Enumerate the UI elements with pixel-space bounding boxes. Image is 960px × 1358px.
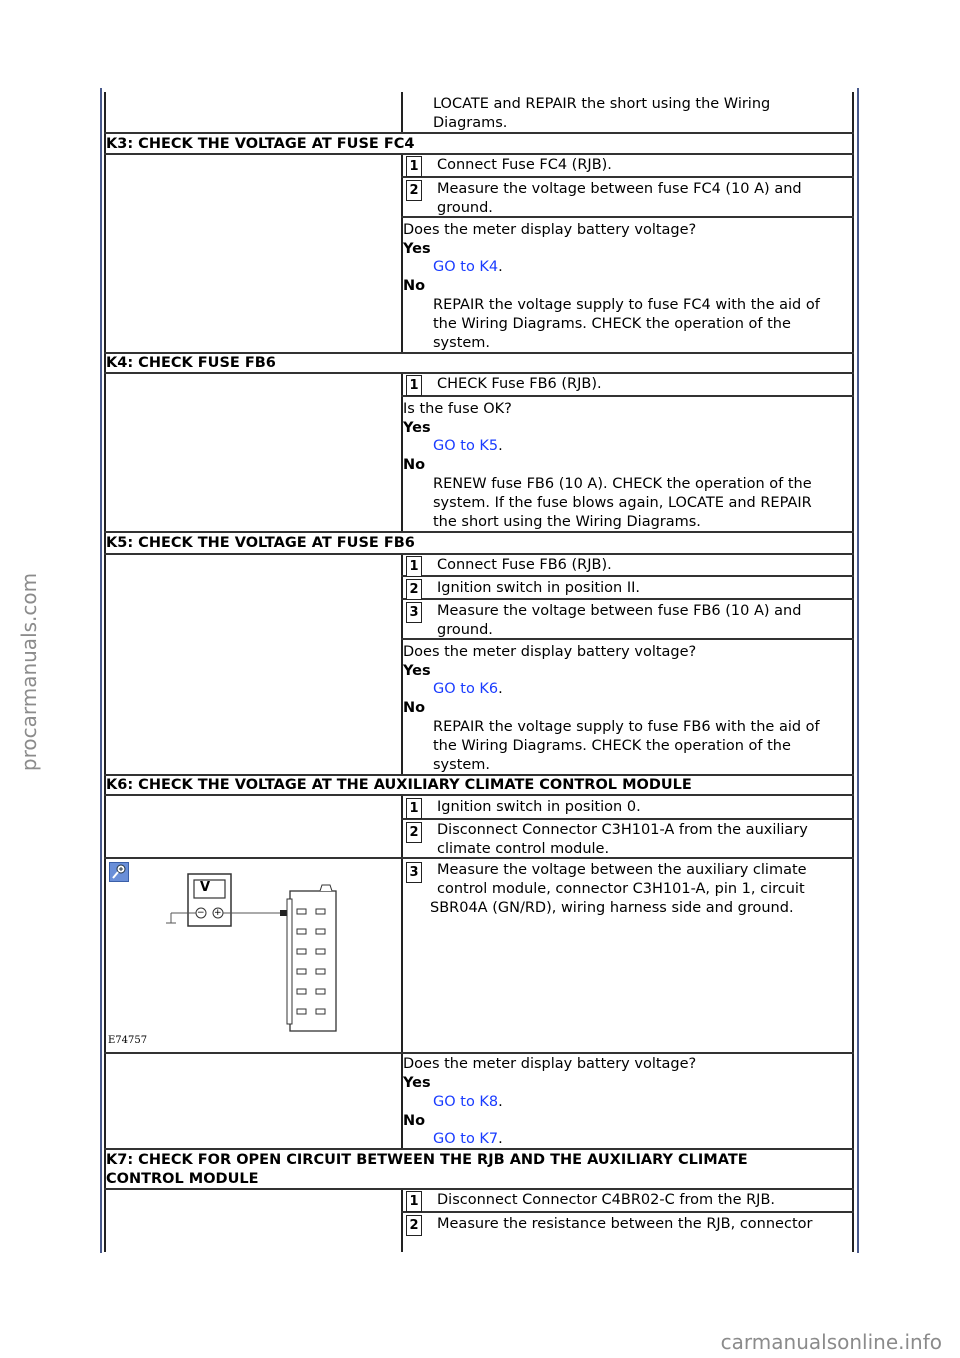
k3-yes-line: GO to K4. bbox=[433, 259, 503, 275]
k3-no-label: No bbox=[403, 278, 426, 294]
k3-step2-text-line1: Measure the voltage between fuse FC4 (10 A) and bbox=[437, 181, 802, 197]
continuation-text-line2: Diagrams. bbox=[433, 115, 508, 131]
k5-no-text-line2: the Wiring Diagrams. CHECK the operation of the bbox=[433, 738, 791, 754]
k5-step3-number: 3 bbox=[406, 602, 422, 623]
k3-no-text-line2: the Wiring Diagrams. CHECK the operation of the bbox=[433, 316, 791, 332]
k7-header-line2: CONTROL MODULE bbox=[106, 1171, 259, 1187]
k6-step3-text-line3: SBR04A (GN/RD), wiring harness side and ground. bbox=[430, 900, 794, 916]
k6-step1-text: Ignition switch in position 0. bbox=[437, 799, 641, 815]
k3-step1-text: Connect Fuse FC4 (RJB). bbox=[437, 157, 612, 173]
k5-step2-text: Ignition switch in position II. bbox=[437, 580, 641, 596]
k3-step1-number: 1 bbox=[406, 156, 422, 177]
k7-step2-number: 2 bbox=[406, 1215, 422, 1236]
continuation-text-line1: LOCATE and REPAIR the short using the Wiring bbox=[433, 96, 771, 112]
k5-step1-text: Connect Fuse FB6 (RJB). bbox=[437, 557, 612, 573]
k4-header: K4: CHECK FUSE FB6 bbox=[106, 355, 276, 371]
k3-yes-label: Yes bbox=[403, 241, 431, 257]
k4-yes-line: GO to K5. bbox=[433, 438, 503, 454]
k6-step2-text-line2: climate control module. bbox=[437, 841, 610, 857]
k6-no-label: No bbox=[403, 1113, 426, 1129]
k4-step1-number: 1 bbox=[406, 375, 422, 396]
k6-yes-label: Yes bbox=[403, 1075, 431, 1091]
k6-step3-text-line2: control module, connector C3H101-A, pin 1, circuit bbox=[437, 881, 805, 897]
k6-yes-link[interactable]: GO to K8 bbox=[433, 1094, 499, 1110]
k6-step2-text-line1: Disconnect Connector C3H101-A from the auxiliary bbox=[437, 822, 808, 838]
k4-question: Is the fuse OK? bbox=[403, 401, 512, 417]
k7-step1-number: 1 bbox=[406, 1191, 422, 1212]
figure-code: E74757 bbox=[108, 1035, 148, 1046]
meter-plus-label: + bbox=[214, 908, 222, 918]
k5-step2-number: 2 bbox=[406, 579, 422, 600]
k5-yes-link[interactable]: GO to K6 bbox=[433, 681, 499, 697]
k7-header-line1: K7: CHECK FOR OPEN CIRCUIT BETWEEN THE RJB AND THE AUXILIARY CLIMATE bbox=[106, 1152, 748, 1168]
k6-step3-number: 3 bbox=[406, 862, 422, 883]
k4-no-text-line3: the short using the Wiring Diagrams. bbox=[433, 514, 701, 530]
k4-yes-label: Yes bbox=[403, 420, 431, 436]
k6-no-link[interactable]: GO to K7 bbox=[433, 1131, 499, 1147]
meter-minus-label: − bbox=[197, 908, 205, 918]
k5-step3-text-line1: Measure the voltage between fuse FB6 (10 A) and bbox=[437, 603, 802, 619]
connector-diagram bbox=[106, 859, 400, 1051]
k3-no-text-line1: REPAIR the voltage supply to fuse FC4 with the aid of bbox=[433, 297, 820, 313]
k7-step1-text: Disconnect Connector C4BR02-C from the RJB. bbox=[437, 1192, 776, 1208]
k6-step1-number: 1 bbox=[406, 798, 422, 819]
k7-step2-text: Measure the resistance between the RJB, connector bbox=[437, 1216, 813, 1232]
k5-question: Does the meter display battery voltage? bbox=[403, 644, 697, 660]
k5-no-label: No bbox=[403, 700, 426, 716]
k5-no-text-line3: system. bbox=[433, 757, 491, 773]
k4-no-text-line1: RENEW fuse FB6 (10 A). CHECK the operation of the bbox=[433, 476, 812, 492]
k6-header: K6: CHECK THE VOLTAGE AT THE AUXILIARY CLIMATE CONTROL MODULE bbox=[106, 777, 692, 793]
k4-no-label: No bbox=[403, 457, 426, 473]
k5-yes-label: Yes bbox=[403, 663, 431, 679]
k4-step1-text: CHECK Fuse FB6 (RJB). bbox=[437, 376, 602, 392]
k4-yes-link[interactable]: GO to K5 bbox=[433, 438, 499, 454]
k3-header: K3: CHECK THE VOLTAGE AT FUSE FC4 bbox=[106, 136, 415, 152]
k5-step1-number: 1 bbox=[406, 556, 422, 577]
k4-no-text-line2: system. If the fuse blows again, LOCATE and REPAIR bbox=[433, 495, 812, 511]
k5-yes-line: GO to K6. bbox=[433, 681, 503, 697]
k6-step2-number: 2 bbox=[406, 822, 422, 843]
k3-question: Does the meter display battery voltage? bbox=[403, 222, 697, 238]
k5-no-text-line1: REPAIR the voltage supply to fuse FB6 with the aid of bbox=[433, 719, 820, 735]
wiring-figure bbox=[106, 859, 400, 1051]
k6-step3-text-line1: Measure the voltage between the auxiliary climate bbox=[437, 862, 807, 878]
k6-question: Does the meter display battery voltage? bbox=[403, 1056, 697, 1072]
k3-no-text-line3: system. bbox=[433, 335, 491, 351]
k3-step2-text-line2: ground. bbox=[437, 200, 493, 216]
k6-yes-line: GO to K8. bbox=[433, 1094, 503, 1110]
meter-label: V bbox=[200, 880, 211, 895]
bottom-watermark: carmanualsonline.info bbox=[720, 1330, 942, 1354]
k5-header: K5: CHECK THE VOLTAGE AT FUSE FB6 bbox=[106, 535, 415, 551]
k6-no-line: GO to K7. bbox=[433, 1131, 503, 1147]
k5-step3-text-line2: ground. bbox=[437, 622, 493, 638]
k3-yes-link[interactable]: GO to K4 bbox=[433, 259, 499, 275]
k3-step2-number: 2 bbox=[406, 180, 422, 201]
side-watermark: procarmanuals.com bbox=[17, 572, 42, 772]
